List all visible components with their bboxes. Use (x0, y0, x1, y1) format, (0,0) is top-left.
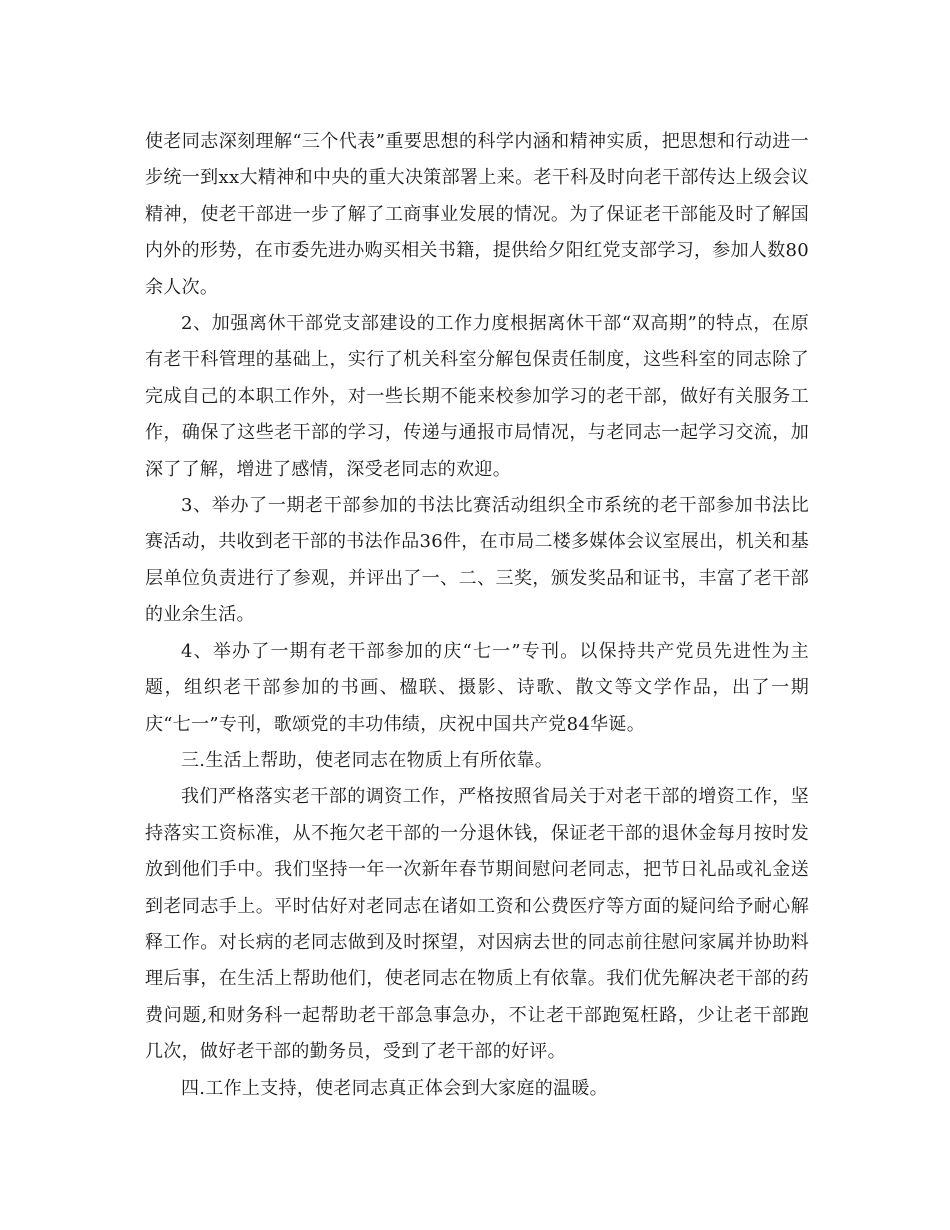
paragraph-item-3: 3、举办了一期老干部参加的书法比赛活动组织全市系统的老干部参加书法比赛活动，共收到老干部的书法作品36件，在市局二楼多媒体会议室展出，机关和基层单位负责进行了参观，并评出了一、二、三奖，颁发奖品和证书，丰富了老干部的业余生活。 (145, 495, 810, 626)
paragraph-item-4: 4、举办了一期有老干部参加的庆“七一”专刊。以保持共产党员先进性为主题，组织老干部参加的书画、楹联、摄影、诗歌、散文等文学作品，出了一期庆“七一”专刊，歌颂党的丰功伟绩，庆祝中国共产党84华诞。 (145, 640, 809, 735)
paragraph-continuation: 使老同志深刻理解“三个代表”重要思想的科学内涵和精神实质，把思想和行动进一步统一到xx大精神和中央的重大决策部署上来。老干科及时向老干部传达上级会议精神，使老干部进一步了解了工商事业发展的情况。为了保证老干部能及时了解国内外的形势，在市委先进办购买相关书籍，提供给夕阳红党支部学习，参加人数80余人次。 (145, 131, 810, 298)
paragraph-living-support: 我们严格落实老干部的调资工作，严格按照省局关于对老干部的增资工作，坚持落实工资标准，从不拖欠老干部的一分退休钱，保证老干部的退休金每月按时发放到他们手中。我们坚持一年一次新年春节期间慰问老同志，把节日礼品或礼金送到老同志手上。平时估好对老同志在诸如工资和公费医疗等方面的疑问给予耐心解释工作。对长病的老同志做到及时探望，对因病去世的同志前往慰问家属并协助料理后事，在生活上帮助他们，使老同志在物质上有依靠。我们优先解决老干部的药费问题,和财务科一起帮助老干部急事急办，不让老干部跑冤枉路，少让老干部跑几次，做好老干部的勤务员，受到了老干部的好评。 (145, 786, 809, 1063)
section-heading-3: 三.生活上帮助，使老同志在物质上有所依靠。 (181, 749, 554, 771)
document-body (145, 124, 809, 1107)
section-heading-4: 四.工作上支持，使老同志真正体会到大家庭的温暖。 (181, 1077, 608, 1099)
paragraph-item-2: 2、加强离休干部党支部建设的工作力度根据离休干部“双高期”的特点，在原有老干科管理的基础上，实行了机关科室分解包保责任制度，这些科室的同志除了完成自己的本职工作外，对一些长期不能来校参加学习的老干部，做好有关服务工作，确保了这些老干部的学习，传递与通报市局情况，与老同志一起学习交流，加深了了解，增进了感情，深受老同志的欢迎。 (145, 313, 809, 480)
